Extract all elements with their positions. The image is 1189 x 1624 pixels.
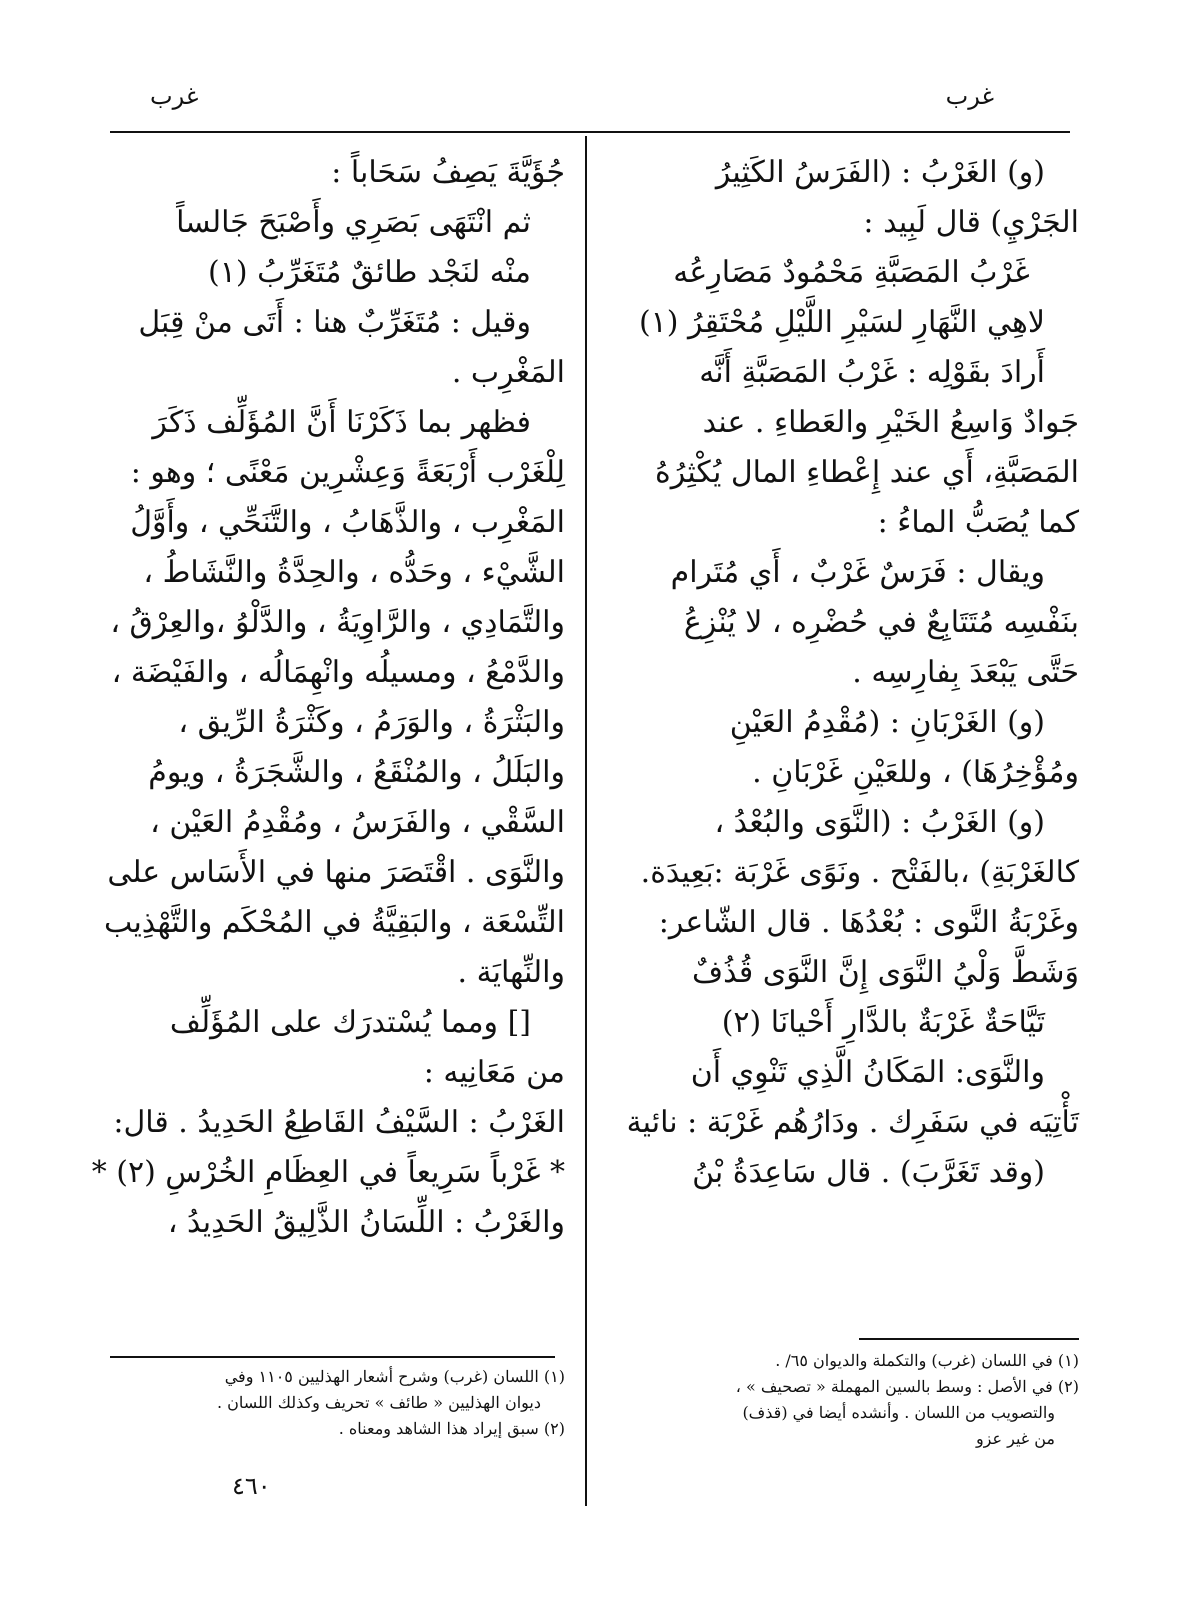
footnote-line: والتصويب من اللسان . وأنشده أيضا في (قذف) bbox=[742, 1403, 1055, 1422]
left-column-text bbox=[91, 148, 565, 1248]
text-line: تَأْتِيَه في سَفَرِك . ودَارُهُم غَرْبَة : نائية bbox=[626, 1105, 1079, 1140]
footnote-rule-left bbox=[110, 1356, 555, 1358]
text-line: (و) الغَرْبُ : (النَّوَى والبُعْدُ ، bbox=[714, 805, 1045, 840]
text-line: والدَّمْعُ ، ومسيلُه وانْهِمَالُه ، والفَيْضَة ، bbox=[111, 655, 565, 690]
text-line: [] ومما يُسْتدرَك على المُؤَلِّف bbox=[169, 1005, 531, 1040]
text-line: والغَرْبُ : اللِّسَانُ الذَّلِيقُ الحَدِيدُ ، bbox=[167, 1205, 565, 1240]
header-rule bbox=[110, 131, 1070, 133]
text-line: والنِّهايَة . bbox=[457, 955, 565, 990]
text-line: فظهر بما ذَكَرْنَا أَنَّ المُؤَلِّف ذَكَرَ bbox=[152, 405, 531, 440]
text-line: التِّسْعَة ، والبَقِيَّةُ في المُحْكَم والتَّهْذِيب bbox=[103, 905, 565, 940]
text-line: السَّقْي ، والفَرَسُ ، ومُقْدِمُ العَيْن ، bbox=[150, 805, 565, 840]
footnote-line: (١) اللسان (غرب) وشرح أشعار الهذليين ١١٠٥ وفي bbox=[224, 1367, 565, 1386]
right-column bbox=[624, 148, 1079, 1198]
text-line: وغَرْبَةُ النَّوى : بُعْدُهَا . قال الشّاعر: bbox=[658, 905, 1079, 940]
text-line: المَغْرِب . bbox=[451, 355, 565, 390]
footnotes-left bbox=[110, 1364, 565, 1442]
text-line: كما يُصَبُّ الماءُ : bbox=[877, 505, 1079, 540]
text-line: والبَثْرَةُ ، والوَرَمُ ، وكَثْرَةُ الرِّيق ، bbox=[178, 705, 565, 740]
text-line: جَوادٌ وَاسِعُ الخَيْرِ والعَطاءِ . عند bbox=[702, 405, 1079, 440]
footnote-line: ديوان الهذليين « طائف » تحريف وكذلك اللسان . bbox=[216, 1393, 541, 1412]
text-line: تَيَّاحَةٌ غَرْبَةٌ بالدَّارِ أَحْيانَا (٢) bbox=[721, 1005, 1045, 1040]
text-line: المَغْرِب ، والذَّهَابُ ، والتَّنَحِّي ، وأَوَّلُ bbox=[130, 505, 565, 540]
running-header-right: غرب bbox=[945, 82, 994, 110]
page-number: ٤٦٠ bbox=[232, 1472, 271, 1500]
text-line: لِلْغَرْب أَرْبَعَةً وَعِشْرِين مَعْنًى ؛ وهو : bbox=[130, 455, 565, 490]
text-line: والبَلَلُ ، والمُنْقَعُ ، والشَّجَرَةُ ، ويومُ bbox=[148, 755, 565, 790]
text-line: منْه لنَجْد طائقٌ مُتَغَرِّبُ (١) bbox=[208, 255, 531, 290]
text-line: وَشَطَّ وَلْيُ النَّوَى إِنَّ النَّوَى قُذُفٌ bbox=[692, 955, 1079, 990]
text-line: ومُؤْخِرُهَا) ، وللعَيْنِ غَرْبَانِ . bbox=[752, 755, 1079, 790]
text-line: (و) الغَرْبَانِ : (مُقْدِمُ العَيْنِ bbox=[729, 705, 1045, 740]
text-line: (و) الغَرْبُ : (الفَرَسُ الكَثِيرُ bbox=[715, 155, 1045, 190]
footnotes-right bbox=[634, 1348, 1079, 1452]
footnote-line: (١) في اللسان (غرب) والتكملة والديوان ٦٥/ . bbox=[775, 1351, 1079, 1370]
text-line: الغَرْبُ : السَّيْفُ القَاطِعُ الحَدِيدُ . قال: bbox=[113, 1105, 565, 1140]
text-line: المَصَبَّةِ، أَي عند إِعْطاءِ المال يُكْثِرُهُ bbox=[655, 455, 1079, 490]
left-column bbox=[91, 148, 565, 1248]
text-line: والتَّمَادِي ، والرَّاوِيَةُ ، والدَّلْوُ ،والعِرْقُ ، bbox=[110, 605, 565, 640]
text-line: من مَعَانِيه : bbox=[423, 1055, 565, 1090]
footnote-line: من غير عزو bbox=[975, 1429, 1055, 1448]
text-line: ثم انْتَهَى بَصَرِي وأَصْبَحَ جَالساً bbox=[176, 205, 531, 240]
text-line: حَتَّى يَبْعَدَ بِفارِسِه . bbox=[852, 655, 1079, 690]
text-line: والنَّوَى: المَكَانُ الَّذِي تَنْوِي أَن bbox=[690, 1055, 1045, 1090]
text-line: جُؤَيَّةَ يَصِفُ سَحَاباً : bbox=[331, 155, 565, 190]
text-line: الجَرْيِ) قال لَبِيد : bbox=[863, 205, 1079, 240]
text-line: والنَّوَى . اقْتَصَرَ منها في الأَسَاس على bbox=[107, 855, 565, 890]
text-line: بنَفْسِه مُتَتَابِعٌ في حُضْرِه ، لا يُنْزِعُ bbox=[683, 605, 1079, 640]
text-line: (وقد تَغَرَّبَ) . قال سَاعِدَةُ بْنُ bbox=[692, 1155, 1045, 1190]
text-line: غَرْبُ المَصَبَّةِ مَحْمُودٌ مَصَارِعُه bbox=[673, 255, 1030, 290]
column-divider bbox=[585, 136, 587, 1506]
text-line: كالغَرْبَةِ) ،بالفَتْح . ونَوًى غَرْبَة :بَعِيدَة. bbox=[640, 855, 1079, 890]
running-header-left: غرب bbox=[150, 82, 199, 110]
footnote-line: (٢) سبق إيراد هذا الشاهد ومعناه . bbox=[338, 1419, 565, 1438]
text-line: ويقال : فَرَسٌ غَرْبٌ ، أَي مُتَرام bbox=[670, 555, 1045, 590]
text-line: وقيل : مُتَغَرِّبٌ هنا : أَتَى منْ قِبَل bbox=[138, 305, 531, 340]
right-column-text bbox=[624, 148, 1079, 1198]
footnote-rule-right bbox=[859, 1338, 1079, 1340]
text-line: الشَّيْء ، وحَدُّه ، والحِدَّةُ والنَّشَاطُ ، bbox=[143, 555, 565, 590]
text-line: أَرادَ بقَوْلِه : غَرْبُ المَصَبَّةِ أَنَّه bbox=[699, 355, 1045, 390]
text-line: لاهِي النَّهَارِ لسَيْرِ اللَّيْلِ مُحْتَقِرُ (١) bbox=[638, 305, 1045, 340]
text-line: * غَرْباً سَرِيعاً في العِظَامِ الخُرْسِ (٢) * bbox=[91, 1155, 565, 1190]
footnote-line: (٢) في الأصل : وسط بالسين المهملة « تصحيف » ، bbox=[735, 1377, 1079, 1396]
